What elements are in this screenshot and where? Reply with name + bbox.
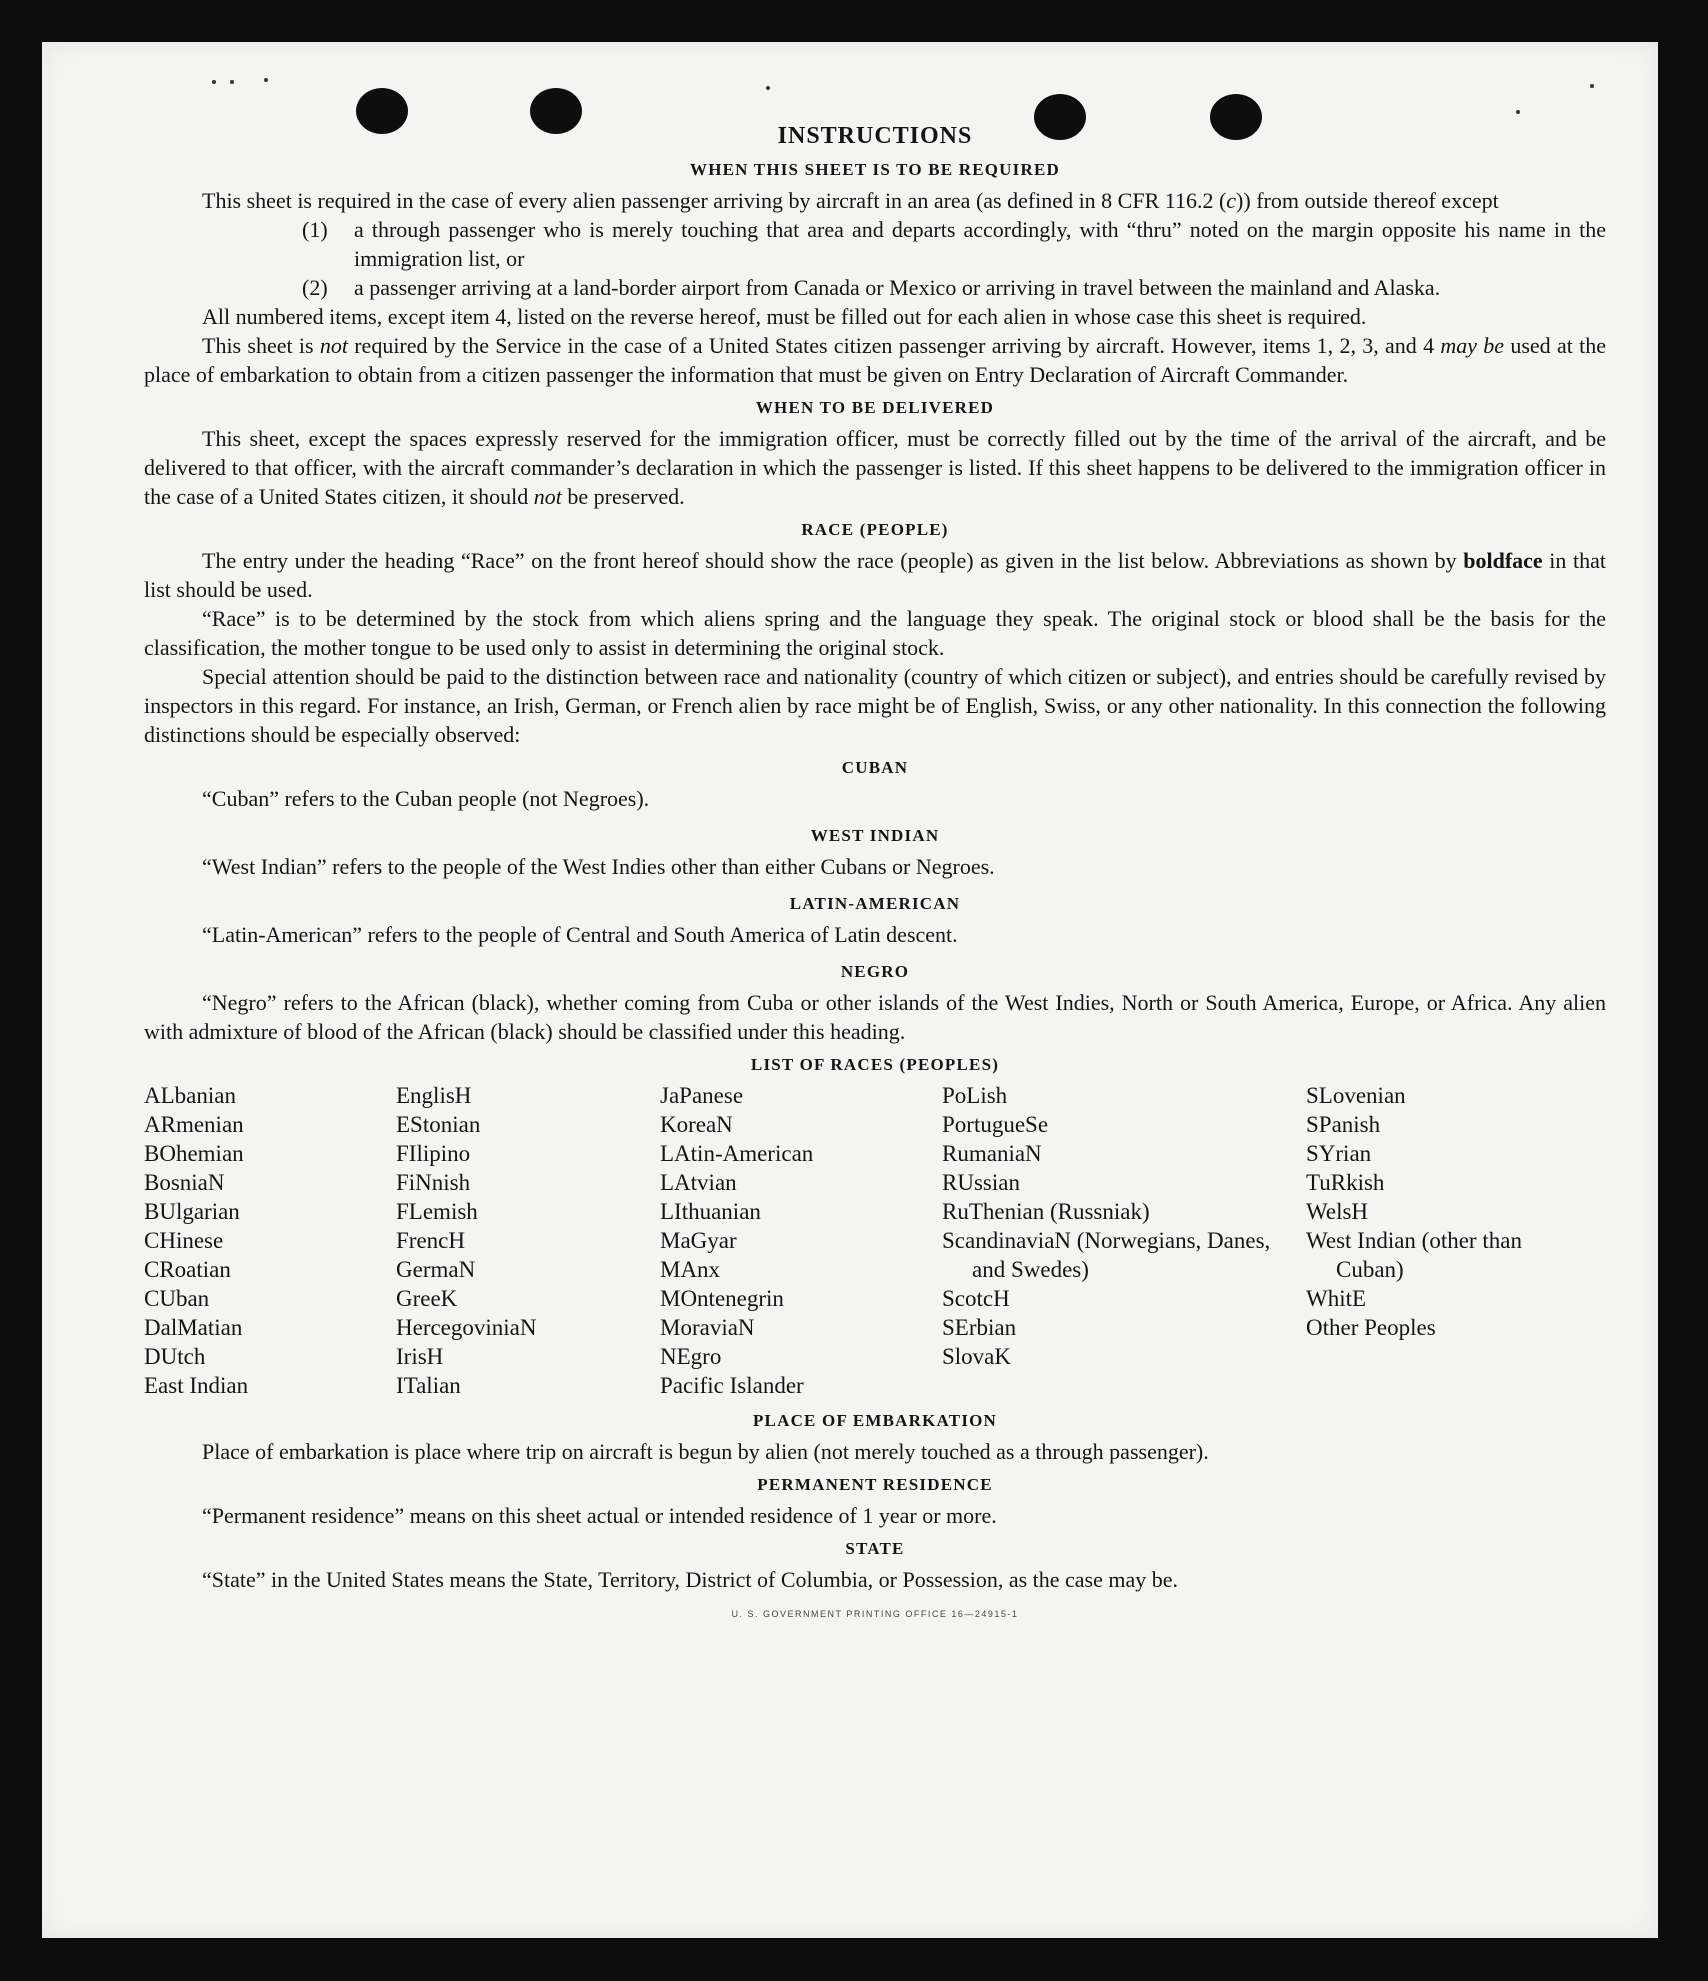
speck-mark bbox=[230, 80, 234, 84]
race-entry: Pacific Islander bbox=[660, 1373, 804, 1398]
race-entry: GermaN bbox=[396, 1257, 476, 1282]
section-heading: NEGRO bbox=[840, 962, 910, 981]
race-entry: GreeK bbox=[396, 1286, 458, 1311]
speck-mark bbox=[1516, 110, 1520, 114]
race-list bbox=[144, 1081, 1606, 1400]
race-entry: RumaniaN bbox=[942, 1141, 1042, 1166]
race-entry: MoraviaN bbox=[660, 1315, 755, 1340]
printer-imprint: U. S. GOVERNMENT PRINTING OFFICE 16—24915-1 bbox=[731, 1609, 1019, 1619]
race-entry: MOntenegrin bbox=[660, 1286, 784, 1311]
race-entry: SPanish bbox=[1306, 1112, 1381, 1137]
race-entry: DUtch bbox=[144, 1344, 206, 1369]
race-entry: RUssian bbox=[942, 1170, 1020, 1195]
race-entry: DalMatian bbox=[144, 1315, 243, 1340]
race-entry: East Indian bbox=[144, 1373, 249, 1398]
race-entry: ARmenian bbox=[144, 1112, 244, 1137]
race-entry: SYrian bbox=[1306, 1141, 1372, 1166]
race-entry: FiNnish bbox=[396, 1170, 471, 1195]
race-entry: WhitE bbox=[1306, 1286, 1367, 1311]
section-heading: WHEN THIS SHEET IS TO BE REQUIRED bbox=[690, 160, 1060, 179]
race-entry: MAnx bbox=[660, 1257, 721, 1282]
race-entry: CRoatian bbox=[144, 1257, 231, 1282]
required-intro: This sheet is required in the case of every alien passenger arriving by aircraft in an area (as defined in 8 CFR 116.2 (c)) from outside thereof except bbox=[202, 188, 1499, 213]
section-heading: LIST OF RACES (PEOPLES) bbox=[750, 1055, 1000, 1074]
race-entry: SErbian bbox=[942, 1315, 1017, 1340]
section-heading: PLACE OF EMBARKATION bbox=[752, 1411, 998, 1430]
race-entry: Other Peoples bbox=[1306, 1315, 1436, 1340]
race-entry: JaPanese bbox=[660, 1083, 744, 1108]
race-column bbox=[660, 1081, 942, 1400]
item-text: a through passenger who is merely touching that area and departs accordingly, with “thru” noted on the margin opposite his name in the immigration list, or bbox=[354, 217, 1606, 271]
race-entry: HercegoviniaN bbox=[396, 1315, 537, 1340]
section-heading: STATE bbox=[845, 1539, 905, 1558]
paragraph: “Negro” refers to the African (black), whether coming from Cuba or other islands of the West Indies, North or South America, Europe, or Africa. Any alien with admixture of blood of the African (black) should be classified under this heading. bbox=[144, 990, 1606, 1044]
race-column bbox=[942, 1081, 1306, 1400]
race-entry: LAtvian bbox=[660, 1170, 737, 1195]
race-entry: BUlgarian bbox=[144, 1199, 240, 1224]
paragraph: “Race” is to be determined by the stock from which aliens spring and the language they speak. The original stock or blood shall be the basis for the classification, the mother tongue to be used only to assist in determining the original stock. bbox=[144, 606, 1606, 660]
race-entry: CUban bbox=[144, 1286, 210, 1311]
section-heading: RACE (PEOPLE) bbox=[801, 520, 949, 539]
race-entry: ScandinaviaN (Norwegians, Danes, and Swedes) bbox=[942, 1228, 1271, 1282]
race-entry: NEgro bbox=[660, 1344, 722, 1369]
race-entry: IrisH bbox=[396, 1344, 444, 1369]
instructions-body bbox=[144, 116, 1606, 1629]
race-entry: PortugueSe bbox=[942, 1112, 1049, 1137]
race-entry: ScotcH bbox=[942, 1286, 1010, 1311]
speck-mark bbox=[1590, 84, 1594, 88]
race-entry: SlovaK bbox=[942, 1344, 1011, 1369]
race-column bbox=[1306, 1081, 1606, 1400]
race-entry: FLemish bbox=[396, 1199, 478, 1224]
race-entry: WelsH bbox=[1306, 1199, 1369, 1224]
paragraph: “State” in the United States means the State, Territory, District of Columbia, or Possession, as the case may be. bbox=[202, 1567, 1179, 1592]
exception-item bbox=[144, 273, 1606, 302]
race-entry: EStonian bbox=[396, 1112, 481, 1137]
race-entry: EnglisH bbox=[396, 1083, 472, 1108]
race-entry: CHinese bbox=[144, 1228, 224, 1253]
item-number: (2) bbox=[302, 275, 328, 300]
section-heading: LATIN-AMERICAN bbox=[789, 894, 961, 913]
exception-item bbox=[144, 215, 1606, 273]
race-entry: LIthuanian bbox=[660, 1199, 761, 1224]
speck-mark bbox=[766, 86, 770, 90]
race-entry: RuThenian (Russniak) bbox=[942, 1199, 1150, 1224]
race-entry: BOhemian bbox=[144, 1141, 244, 1166]
race-entry: BosniaN bbox=[144, 1170, 225, 1195]
paragraph: This sheet, except the spaces expressly reserved for the immigration officer, must be correctly filled out by the time of the arrival of the aircraft, and be delivered to that officer, with the aircraft commander’s declaration in which the passenger is listed. If this sheet happens to be delivered to the immigration officer in the case of a United States citizen, it should not be preserved. bbox=[144, 426, 1606, 509]
item-text: a passenger arriving at a land-border airport from Canada or Mexico or arriving in travel between the mainland and Alaska. bbox=[354, 275, 1441, 300]
race-entry: ALbanian bbox=[144, 1083, 236, 1108]
race-entry: FIlipino bbox=[396, 1141, 471, 1166]
race-entry: West Indian (other than Cuban) bbox=[1306, 1228, 1522, 1282]
speck-mark bbox=[264, 78, 268, 82]
item-number: (1) bbox=[302, 217, 328, 242]
paragraph: “Latin-American” refers to the people of Central and South America of Latin descent. bbox=[202, 922, 958, 947]
section-heading: PERMANENT RESIDENCE bbox=[757, 1475, 993, 1494]
section-heading: WEST INDIAN bbox=[810, 826, 940, 845]
race-entry: ITalian bbox=[396, 1373, 461, 1398]
race-entry: TuRkish bbox=[1306, 1170, 1385, 1195]
paragraph: “Cuban” refers to the Cuban people (not Negroes). bbox=[202, 786, 650, 811]
race-entry: KoreaN bbox=[660, 1112, 733, 1137]
speck-mark bbox=[212, 80, 216, 84]
race-column bbox=[144, 1081, 396, 1400]
race-column bbox=[396, 1081, 660, 1400]
paragraph: The entry under the heading “Race” on the front hereof should show the race (people) as given in the list below. Abbreviations as shown by boldface in that list should be used. bbox=[144, 548, 1606, 602]
section-heading: WHEN TO BE DELIVERED bbox=[755, 398, 995, 417]
section-heading: CUBAN bbox=[841, 758, 909, 777]
paragraph: All numbered items, except item 4, listed on the reverse hereof, must be filled out for each alien in whose case this sheet is required. bbox=[202, 304, 1367, 329]
page-title: INSTRUCTIONS bbox=[777, 123, 973, 149]
race-entry: FrencH bbox=[396, 1228, 465, 1253]
race-entry: MaGyar bbox=[660, 1228, 737, 1253]
race-entry: LAtin-American bbox=[660, 1141, 814, 1166]
race-entry: SLovenian bbox=[1306, 1083, 1406, 1108]
paragraph: “West Indian” refers to the people of the West Indies other than either Cubans or Negroes. bbox=[202, 854, 995, 879]
paragraph: Place of embarkation is place where trip on aircraft is begun by alien (not merely touched as a through passenger). bbox=[202, 1439, 1209, 1464]
document-page bbox=[42, 42, 1658, 1938]
paragraph: Special attention should be paid to the distinction between race and nationality (country of which citizen or subject), and entries should be carefully revised by inspectors in this regard. For instance, an Irish, German, or French alien by race might be of English, Swiss, or any other nationality. In this connection the following distinctions should be especially observed: bbox=[144, 664, 1606, 747]
paragraph: “Permanent residence” means on this sheet actual or intended residence of 1 year or more. bbox=[202, 1503, 997, 1528]
paragraph: This sheet is not required by the Service in the case of a United States citizen passenger arriving by aircraft. However, items 1, 2, 3, and 4 may be used at the place of embarkation to obtain from a citizen passenger the information that must be given on Entry Declaration of Aircraft Commander. bbox=[144, 333, 1606, 387]
race-entry: PoLish bbox=[942, 1083, 1008, 1108]
